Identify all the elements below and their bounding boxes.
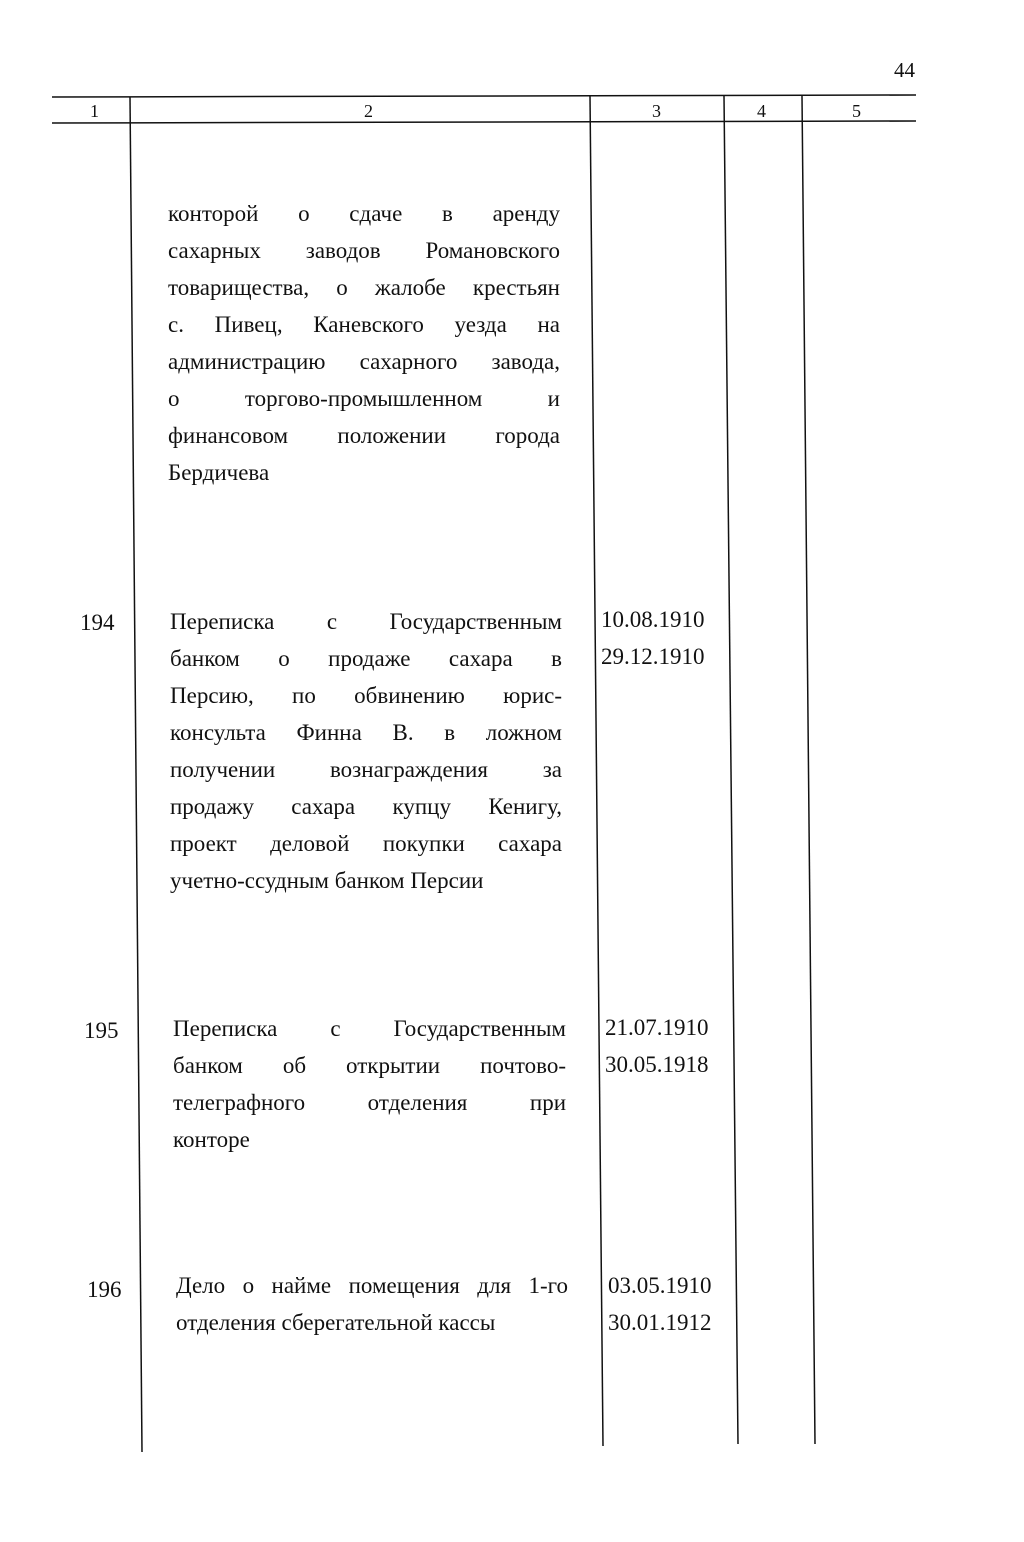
- text-line: сахарных заводов Романовского: [168, 238, 560, 263]
- entry-195-description: [173, 1010, 566, 1158]
- text-line: администрацию сахарного завода,: [168, 349, 560, 374]
- text-line: консульта Финна В. в ложном: [170, 720, 562, 745]
- entry-196-dates: [608, 1267, 712, 1341]
- start-date: 03.05.1910: [608, 1273, 712, 1298]
- text-line: Бердичева: [168, 460, 270, 485]
- entry-continuation-description: [168, 195, 560, 491]
- text-line: банком об открытии почтово-: [173, 1053, 566, 1078]
- end-date: 30.01.1912: [608, 1310, 712, 1335]
- end-date: 30.05.1918: [605, 1052, 709, 1077]
- text-line: Персию, по обвинению юрис-: [170, 683, 562, 708]
- column-header-1: 1: [90, 101, 99, 121]
- entry-194-dates: [601, 601, 705, 675]
- entry-194-description: [170, 603, 562, 899]
- text-line: телеграфного отделения при: [173, 1090, 566, 1115]
- start-date: 21.07.1910: [605, 1015, 709, 1040]
- column-header-5: 5: [852, 101, 861, 121]
- text-line: банком о продаже сахара в: [170, 646, 562, 671]
- entry-number-194: 194: [80, 610, 115, 635]
- text-line: с. Пивец, Каневского уезда на: [168, 312, 560, 337]
- text-line: финансовом положении города: [168, 423, 560, 448]
- page-number: 44: [894, 58, 915, 82]
- text-line: получении вознаграждения за: [170, 757, 562, 782]
- text-line: Дело о найме помещения для 1-го: [176, 1273, 568, 1298]
- start-date: 10.08.1910: [601, 607, 705, 632]
- end-date: 29.12.1910: [601, 644, 705, 669]
- entry-number-196: 196: [87, 1277, 122, 1302]
- text-line: о торгово-промышленном и: [168, 386, 560, 411]
- entry-number-195: 195: [84, 1018, 119, 1043]
- text-line: конторой о сдаче в аренду: [168, 201, 560, 226]
- text-line: Переписка с Государственным: [170, 609, 562, 634]
- column-header-3: 3: [652, 101, 661, 121]
- text-line: конторе: [173, 1127, 250, 1152]
- entry-196-description: [176, 1267, 568, 1341]
- column-header-2: 2: [364, 101, 373, 121]
- text-line: отделения сберегательной кассы: [176, 1310, 496, 1335]
- text-line: продажу сахара купцу Кенигу,: [170, 794, 562, 819]
- text-line: учетно-ссудным банком Персии: [170, 868, 484, 893]
- column-header-4: 4: [757, 101, 766, 121]
- text-line: проект деловой покупки сахара: [170, 831, 562, 856]
- text-line: товарищества, о жалобе крестьян: [168, 275, 560, 300]
- entry-195-dates: [605, 1009, 709, 1083]
- text-line: Переписка с Государственным: [173, 1016, 566, 1041]
